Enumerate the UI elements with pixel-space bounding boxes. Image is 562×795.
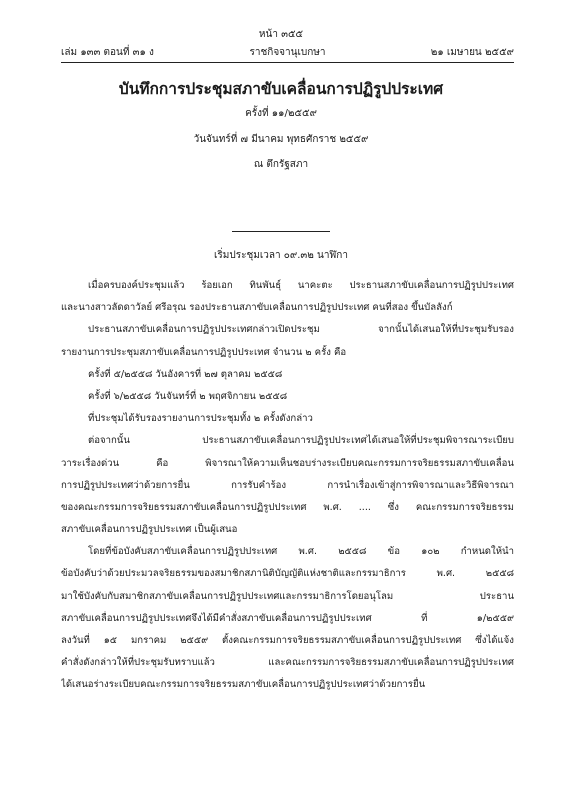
running-header [61, 45, 514, 59]
body-line: ลงวันที่ ๑๕ มกราคม ๒๕๕๙ ตั้งคณะกรรมการจริยธรรมสภาขับเคลื่อนการปฏิรูปประเทศ ซึ่งได้แจ้ง [61, 635, 514, 646]
publication-date: ๒๑ เมษายน ๒๕๕๙ [430, 47, 514, 58]
body-line: ได้เสนอร่างระเบียบคณะกรรมการจริยธรรมสภาขับเคลื่อนการปฏิรูปประเทศว่าด้วยการยื่น [61, 679, 426, 691]
body-line: การปฏิรูปประเทศว่าด้วยการยื่น การรับคำร้อง การนำเรื่องเข้าสู่การพิจารณาและวิธีพิจารณา [61, 479, 514, 491]
start-time: เริ่มประชุมเวลา ๐๙.๓๒ นาฬิกา [214, 250, 348, 261]
body-line: สภาขับเคลื่อนการปฏิรูปประเทศ เป็นผู้เสนอ [61, 524, 238, 536]
body-line: รายงานการประชุมสภาขับเคลื่อนการปฏิรูปประเทศ จำนวน ๒ ครั้ง คือ [61, 346, 347, 358]
page-number: หน้า ๓๕๕ [258, 29, 304, 40]
body-line: ประธานสภาขับเคลื่อนการปฏิรูปประเทศกล่าวเปิดประชุม จากนั้นได้เสนอให้ที่ประชุมรับรอง [88, 324, 514, 336]
body-line: ครั้งที่ ๕/๒๕๕๘ วันอังคารที่ ๒๗ ตุลาคม ๒๕๕๘ [88, 368, 283, 380]
body-line: ต่อจากนั้น ประธานสภาขับเคลื่อนการปฏิรูปประเทศได้เสนอให้ที่ประชุมพิจารณาระเบียบ [88, 435, 514, 447]
body-line: ครั้งที่ ๖/๒๕๕๘ วันจันทร์ที่ ๒ พฤศจิกายน ๒๕๕๘ [88, 390, 288, 402]
meeting-place: ณ ตึกรัฐสภา [253, 159, 309, 170]
body-line: ข้อบังคับว่าด้วยประมวลจริยธรรมของสมาชิกสภานิติบัญญัติแห่งชาติและกรรมาธิการ พ.ศ. ๒๕๕๘ [61, 568, 514, 580]
body-line: เมื่อครบองค์ประชุมแล้ว ร้อยเอก ทินพันธุ์ นาคะตะ ประธานสภาขับเคลื่อนการปฏิรูปประเทศ [88, 280, 514, 291]
minutes-body [61, 278, 514, 700]
body-line: ของคณะกรรมการจริยธรรมสภาขับเคลื่อนการปฏิรูปประเทศ พ.ศ. .... ซึ่ง คณะกรรมการจริยธรรม [61, 501, 514, 513]
header-rule [61, 62, 514, 63]
body-line: โดยที่ข้อบังคับสภาขับเคลื่อนการปฏิรูปประเทศ พ.ศ. ๒๕๕๘ ข้อ ๑๐๒ กำหนดให้นำ [88, 546, 514, 558]
body-line: วาระเรื่องด่วน คือ พิจารณาให้ความเห็นชอบร่างระเบียบคณะกรรมการจริยธรรมสภาขับเคลื่อน [61, 457, 514, 469]
body-line: ที่ประชุมได้รับรองรายงานการประชุมทั้ง ๒ ครั้งดังกล่าว [88, 413, 313, 425]
body-line: สภาขับเคลื่อนการปฏิรูปประเทศจึงได้มีคำสั่งสภาขับเคลื่อนการปฏิรูปประเทศ ที่ ๑/๒๕๕๙ [61, 612, 514, 624]
document-title: บันทึกการประชุมสภาขับเคลื่อนการปฏิรูปประเทศ [118, 80, 444, 98]
section-divider [232, 231, 330, 232]
session-number: ครั้งที่ ๑๑/๒๕๕๙ [245, 108, 317, 119]
publication-name: ราชกิจจานุเบกษา [249, 47, 326, 58]
volume-issue: เล่ม ๑๓๓ ตอนที่ ๓๑ ง [61, 47, 154, 58]
body-line: มาใช้บังคับกับสมาชิกสภาขับเคลื่อนการปฏิรูปประเทศและกรรมาธิการโดยอนุโลม ประธาน [61, 590, 514, 602]
body-line: คำสั่งดังกล่าวให้ที่ประชุมรับทราบแล้ว และคณะกรรมการจริยธรรมสภาขับเคลื่อนการปฏิรูปประเทศ [61, 657, 514, 669]
body-line: และนางสาวลัดดาวัลย์ ศรีอรุณ รองประธานสภาขับเคลื่อนการปฏิรูปประเทศ คนที่สอง ขึ้นบัลลังก์ [61, 302, 453, 314]
meeting-date: วันจันทร์ที่ ๗ มีนาคม พุทธศักราช ๒๕๕๙ [193, 134, 369, 145]
